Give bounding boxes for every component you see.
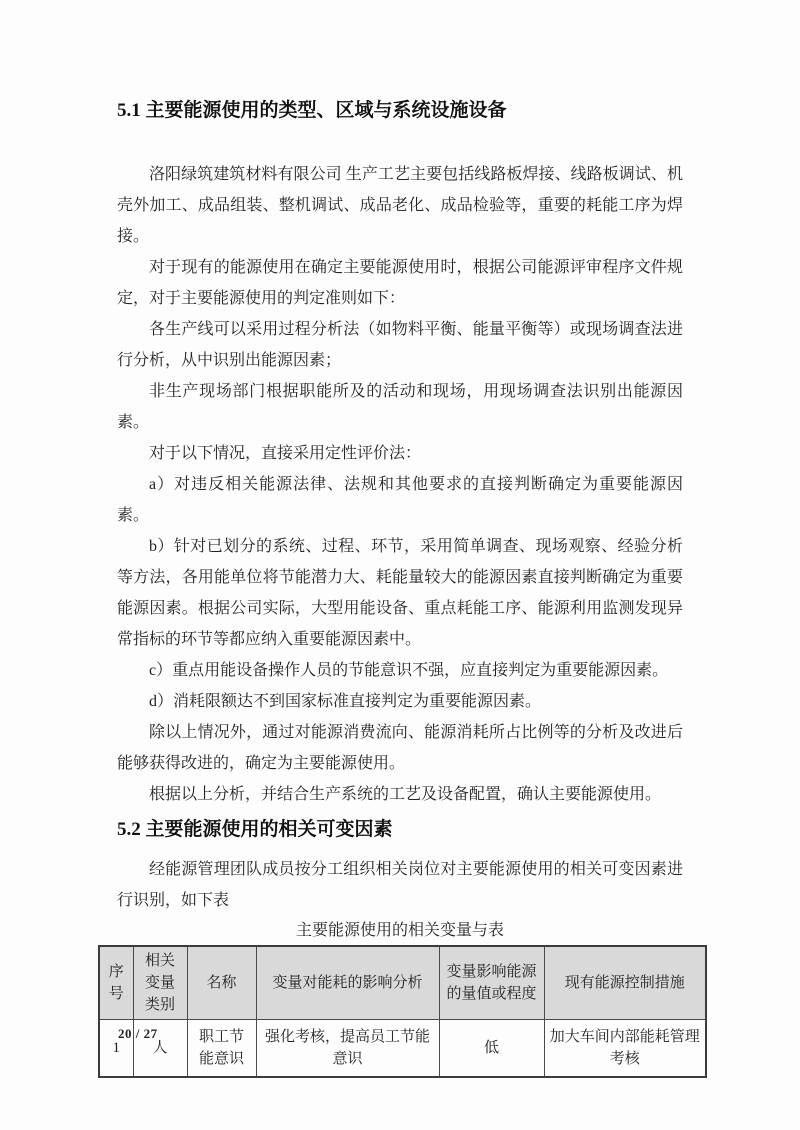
paragraph: 对于现有的能源使用在确定主要能源使用时，根据公司能源评审程序文件规定，对于主要能源使用的判定准则如下： <box>117 259 683 307</box>
table-header-cell-name: 名称 <box>187 946 256 1020</box>
paragraph: c）重点用能设备操作人员的节能意识不强，应直接判定为重要能源因素。 <box>149 662 669 679</box>
paragraph: 对于以下情况，直接采用定性评价法： <box>149 445 422 462</box>
table-cell-category: 人 <box>133 1020 187 1078</box>
energy-variables-table <box>98 945 707 1078</box>
section-heading-5-2: 5.2 主要能源使用的相关可变因素 <box>117 819 393 840</box>
paragraph: 经能源管理团队成员按分工组织相关岗位对主要能源使用的相关可变因素进行识别，如下表 <box>117 861 683 909</box>
paragraph: d）消耗限额达不到国家标准直接判定为重要能源因素。 <box>149 693 542 710</box>
table-header-cell-magnitude: 变量影响能源的量值或程度 <box>439 946 544 1020</box>
paragraph: 各生产线可以采用过程分析法（如物料平衡、能量平衡等）或现场调查法进行分析，从中识别出能源因素； <box>117 321 683 369</box>
page-number: 20 / 27 <box>118 1026 158 1041</box>
section-5-1-body <box>117 159 683 810</box>
section-heading-5-1: 5.1 主要能源使用的类型、区域与系统设施设备 <box>117 100 507 121</box>
paragraph: a）对违反相关能源法律、法规和其他要求的直接判断确定为重要能源因素。 <box>117 476 683 524</box>
table-cell-control-measures: 加大车间内部能耗管理考核 <box>544 1020 706 1078</box>
table-cell-magnitude: 低 <box>439 1020 544 1078</box>
table-row <box>99 1020 706 1078</box>
paragraph: 除以上情况外，通过对能源消费流向、能源消耗所占比例等的分析及改进后能够获得改进的，确定为主要能源使用。 <box>117 724 683 772</box>
table-header-cell-category: 相关变量类别 <box>133 946 187 1020</box>
table-caption: 主要能源使用的相关变量与表 <box>295 922 504 939</box>
table-header-cell-index: 序号 <box>99 946 133 1020</box>
table-header-cell-control-measures: 现有能源控制措施 <box>544 946 706 1020</box>
paragraph: 洛阳绿筑建筑材料有限公司 生产工艺主要包括线路板焊接、线路板调试、机壳外加工、成品组装、整机调试、成品老化、成品检验等，重要的耗能工序为焊接。 <box>117 166 683 245</box>
table-header-cell-impact-analysis: 变量对能耗的影响分析 <box>256 946 439 1020</box>
paragraph: 非生产现场部门根据职能所及的活动和现场，用现场调查法识别出能源因素。 <box>117 383 683 431</box>
section-5-2-body <box>117 854 683 916</box>
paragraph: 根据以上分析，并结合生产系统的工艺及设备配置，确认主要能源使用。 <box>149 786 662 803</box>
table-cell-index: 1 <box>99 1020 133 1078</box>
table-header-row <box>99 946 706 1020</box>
table-cell-name: 职工节能意识 <box>187 1020 256 1078</box>
paragraph: b）针对已划分的系统、过程、环节，采用简单调查、现场观察、经验分析等方法，各用能单位将节能潜力大、耗能量较大的能源因素直接判断确定为重要能源因素。根据公司实际，大型用能设备、重点耗能工序、能源利用监测发现异常指标的环节等都应纳入重要能源因素中。 <box>117 538 683 648</box>
table-cell-impact-analysis: 强化考核，提高员工节能意识 <box>256 1020 439 1078</box>
